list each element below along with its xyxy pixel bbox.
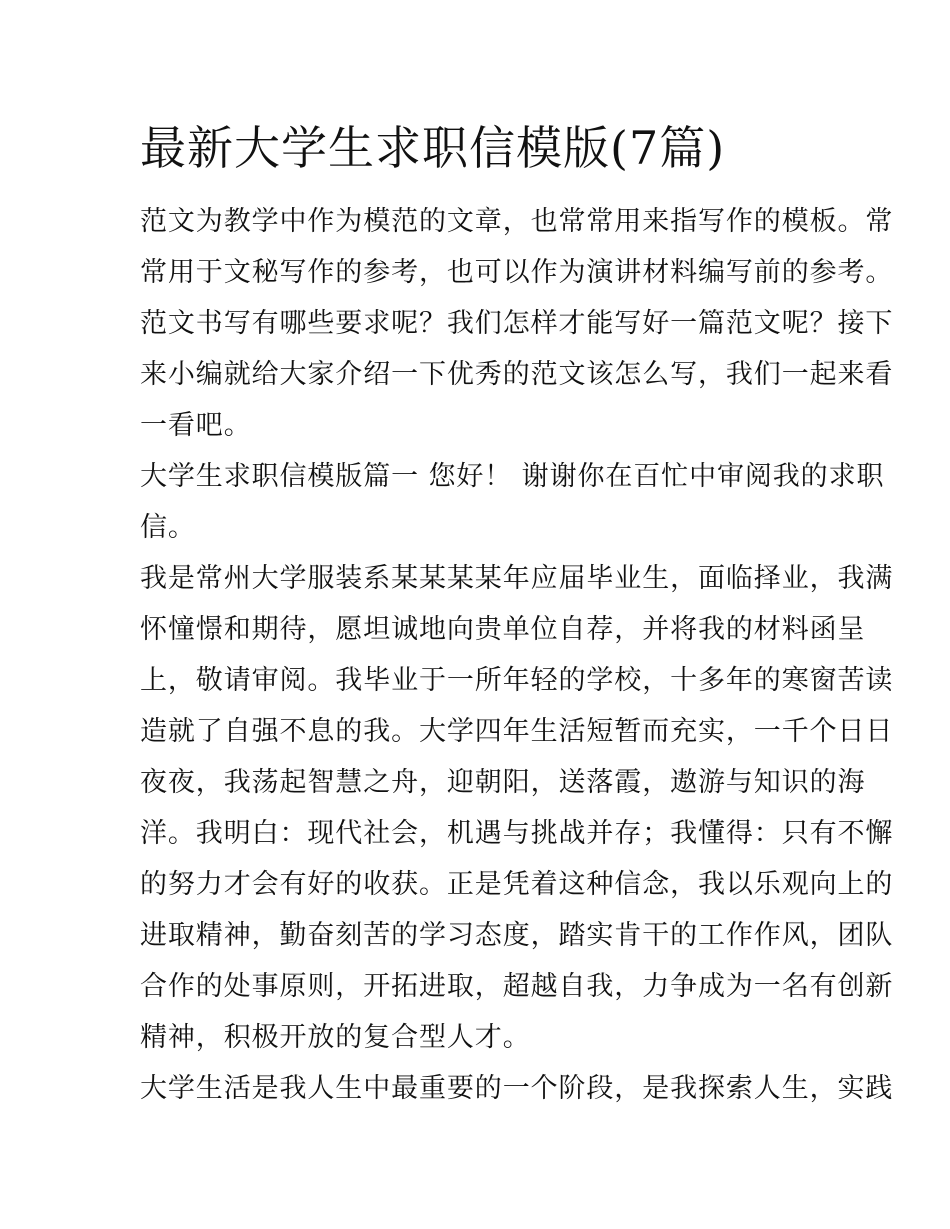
text-line: 造就了自强不息的我。大学四年生活短暂而充实，一千个日日 [140,716,894,747]
text-line: 我是常州大学服装系某某某某年应届毕业生，面临择业，我满 [140,563,894,594]
document-title: 最新大学生求职信模版(7篇) [140,121,726,175]
document-body [140,196,894,1114]
text-line: 来小编就给大家介绍一下优秀的范文该怎么写，我们一起来看 [140,359,894,390]
text-line: 上，敬请审阅。我毕业于一所年轻的学校，十多年的寒窗苦读 [140,665,894,696]
text-line: 夜夜，我荡起智慧之舟，迎朝阳，送落霞，遨游与知识的海 [140,767,866,798]
text-line: 范文为教学中作为模范的文章，也常常用来指写作的模板。常 [140,206,894,237]
text-line: 怀憧憬和期待，愿坦诚地向贵单位自荐，并将我的材料函呈 [140,614,866,645]
text-line: 范文书写有哪些要求呢？我们怎样才能写好一篇范文呢？接下 [140,308,894,339]
text-line: 大学生活是我人生中最重要的一个阶段，是我探索人生，实践 [140,1073,894,1104]
text-line: 精神，积极开放的复合型人才。 [140,1022,531,1053]
text-line: 大学生求职信模版篇一 您好！ 谢谢你在百忙中审阅我的求职 [140,461,885,492]
text-line: 洋。我明白：现代社会，机遇与挑战并存；我懂得：只有不懈 [140,818,894,849]
text-line: 合作的处事原则，开拓进取，超越自我，力争成为一名有创新 [140,971,894,1002]
text-line: 一看吧。 [140,410,252,441]
text-line: 的努力才会有好的收获。正是凭着这种信念，我以乐观向上的 [140,869,894,900]
text-line: 常用于文秘写作的参考，也可以作为演讲材料编写前的参考。 [140,257,894,288]
text-line: 信。 [140,512,196,543]
text-line: 进取精神，勤奋刻苦的学习态度，踏实肯干的工作作风，团队 [140,920,894,951]
